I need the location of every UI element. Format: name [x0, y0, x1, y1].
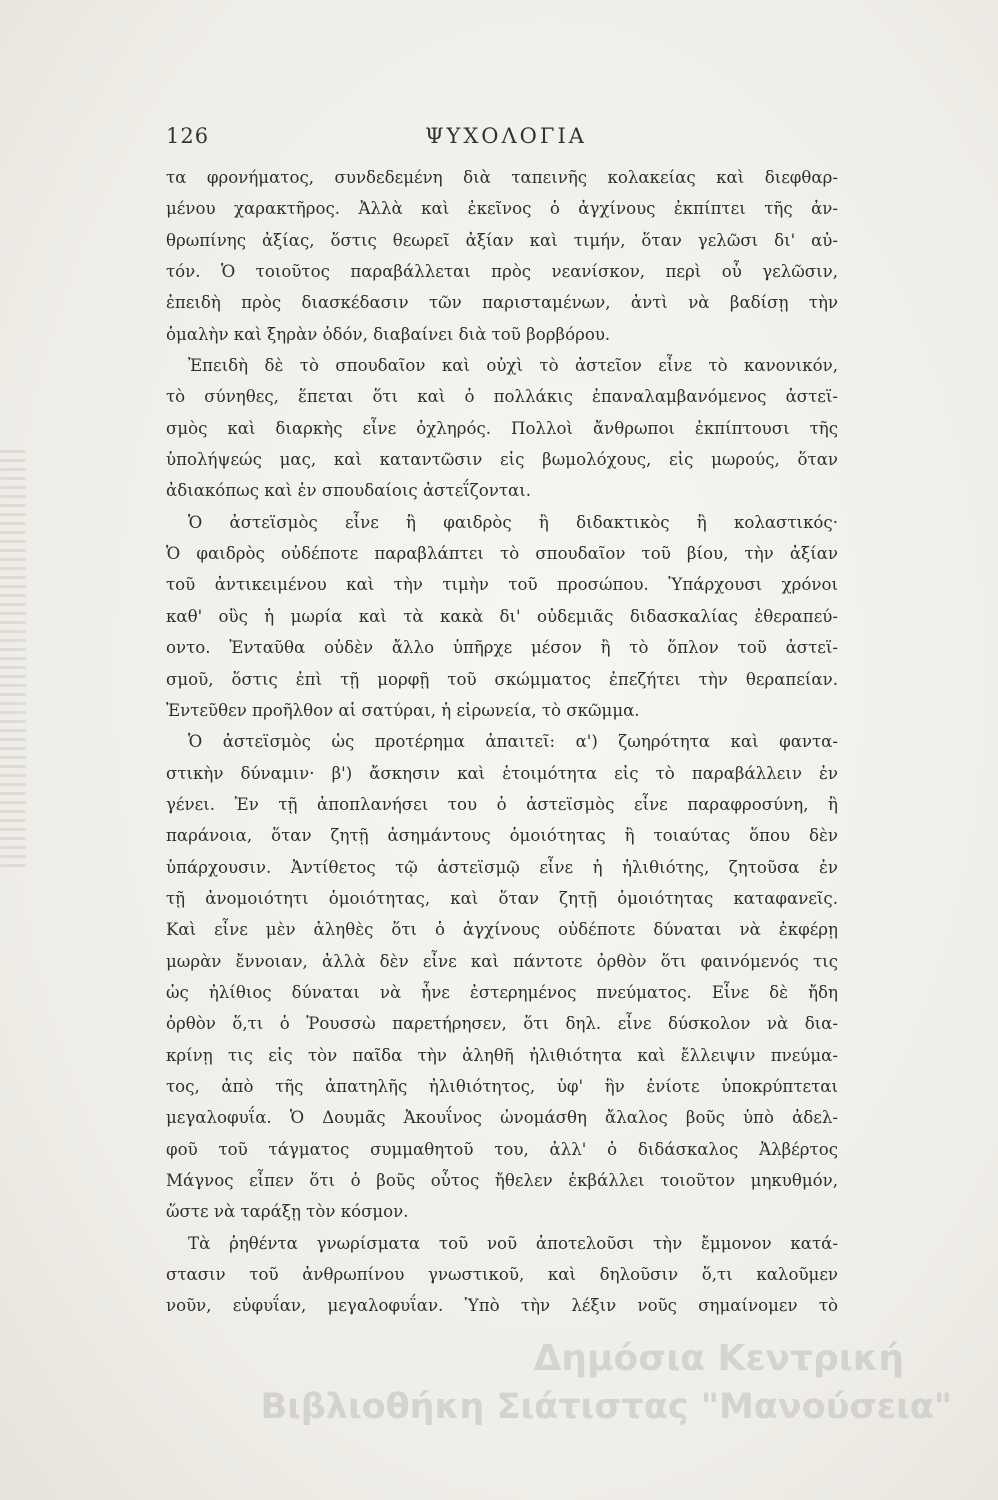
text-line: ὥστε νὰ ταράξῃ τὸν κόσμον.: [166, 1202, 409, 1222]
page-header: [166, 124, 846, 154]
text-line: μωρὰν ἔννοιαν, ἀλλὰ δὲν εἶνε καὶ πάντοτε ὀρθὸν ὅτι φαινόμενός τις: [166, 951, 838, 971]
text-line: Ὁ φαιδρὸς οὐδέποτε παραβλάπτει τὸ σπουδαῖον τοῦ βίου, τὴν ἀξίαν: [166, 544, 838, 564]
text-line: κρίνῃ τις εἰς τὸν παῖδα τὴν ἀληθῆ ἠλιθιότητα καὶ ἔλλειψιν πνεύμα-: [166, 1045, 838, 1065]
text-line: σμοῦ, ὅστις ἐπὶ τῇ μορφῇ τοῦ σκώμματος ἐπεζήτει τὴν θεραπείαν.: [166, 669, 838, 689]
library-watermark: [192, 1335, 952, 1431]
text-line: οντο. Ἐνταῦθα οὐδὲν ἄλλο ὑπῆρχε μέσον ἢ τὸ ὅπλον τοῦ ἀστεϊ-: [166, 638, 838, 658]
text-line: μεγαλοφυΐα. Ὁ Δουμᾶς Ἀκουΐνος ὠνομάσθη ἄλαλος βοῦς ὑπὸ ἀδελ-: [166, 1108, 838, 1128]
text-line: σμὸς καὶ διαρκὴς εἶνε ὀχληρός. Πολλοὶ ἄνθρωποι ἐκπίπτουσι τῆς: [166, 418, 838, 438]
text-line: γένει. Ἐν τῇ ἀποπλανήσει του ὁ ἀστεϊσμὸς εἶνε παραφροσύνη, ἢ: [166, 794, 838, 814]
text-line: Ἐπειδὴ δὲ τὸ σπουδαῖον καὶ οὐχὶ τὸ ἀστεῖον εἶνε τὸ κανονικόν,: [188, 356, 838, 376]
text-line: φοῦ τοῦ τάγματος συμμαθητοῦ του, ἀλλ' ὁ διδάσκαλος Ἀλβέρτος: [166, 1139, 838, 1159]
text-line: Μάγνος εἶπεν ὅτι ὁ βοῦς οὗτος ἤθελεν ἐκβάλλει τοιοῦτον μηκυθμόν,: [166, 1171, 838, 1190]
text-line: καθ' οὓς ἡ μωρία καὶ τὰ κακὰ δι' οὐδεμιᾶς διδασκαλίας ἐθεραπεύ-: [166, 606, 838, 626]
text-line: παράνοια, ὅταν ζητῇ ἀσημάντους ὁμοιότητας ἢ τοιαύτας ὅπου δὲν: [166, 826, 838, 846]
text-line: Ὁ ἀστεϊσμὸς ὡς προτέρημα ἀπαιτεῖ: α') ζωηρότητα καὶ φαντα-: [188, 732, 838, 752]
text-line: ὑπολήψεώς μας, καὶ καταντῶσιν εἰς βωμολόχους, εἰς μωρούς, ὅταν: [166, 450, 838, 470]
text-line: θρωπίνης ἀξίας, ὅστις θεωρεῖ ἀξίαν καὶ τιμήν, ὅταν γελῶσι δι' αὐ-: [166, 230, 838, 250]
text-line: ὁμαλὴν καὶ ξηρὰν ὁδόν, διαβαίνει διὰ τοῦ βορβόρου.: [166, 324, 611, 344]
text-line: ὑπάρχουσιν. Ἀντίθετος τῷ ἀστεϊσμῷ εἶνε ἡ ἠλιθιότης, ζητοῦσα ἐν: [166, 857, 838, 877]
text-line: τὸ σύνηθες, ἕπεται ὅτι καὶ ὁ πολλάκις ἐπαναλαμβανόμενος ἀστεϊ-: [166, 387, 838, 407]
running-title: ΨΥΧΟΛΟΓΙΑ: [425, 124, 587, 148]
watermark-line-2: Βιβλιοθήκη Σιάτιστας "Μανούσεια": [260, 1387, 952, 1427]
text-line: ἀδιακόπως καὶ ἐν σπουδαίοις ἀστεΐζονται.: [166, 481, 532, 501]
text-line: τα φρονήματος, συνδεδεμένη διὰ ταπεινῆς κολακείας καὶ διεφθαρ-: [166, 168, 838, 187]
text-line: Ὁ ἀστεϊσμὸς εἶνε ἢ φαιδρὸς ἢ διδακτικὸς ἢ κολαστικός·: [188, 512, 838, 532]
text-line: Ἐντεῦθεν προῆλθον αἱ σατύραι, ἡ εἰρωνεία, τὸ σκῶμμα.: [166, 700, 640, 720]
text-line: τοῦ ἀντικειμένου καὶ τὴν τιμὴν τοῦ προσώπου. Ὑπάρχουσι χρόνοι: [166, 575, 838, 595]
body-text: [166, 162, 838, 1322]
text-line: ὡς ἠλίθιος δύναται νὰ ἦνε ἐστερημένος πνεύματος. Εἶνε δὲ ἤδη: [166, 982, 838, 1002]
text-line: Τὰ ῥηθέντα γνωρίσματα τοῦ νοῦ ἀποτελοῦσι τὴν ἔμμονον κατά-: [188, 1233, 838, 1253]
text-line: στικὴν δύναμιν· β') ἄσκησιν καὶ ἑτοιμότητα εἰς τὸ παραβάλλειν ἐν: [166, 763, 838, 783]
text-line: τόν. Ὁ τοιοῦτος παραβάλλεται πρὸς νεανίσκον, περὶ οὗ γελῶσιν,: [166, 262, 838, 282]
text-line: τος, ἀπὸ τῆς ἀπατηλῆς ἠλιθιότητος, ὑφ' ἣν ἐνίοτε ὑποκρύπτεται: [166, 1076, 838, 1096]
text-line: τῇ ἀνομοιότητι ὁμοιότητας, καὶ ὅταν ζητῇ ὁμοιότητας καταφανεῖς.: [166, 888, 838, 908]
text-line: μένου χαρακτῆρος. Ἀλλὰ καὶ ἐκεῖνος ὁ ἀγχίνους ἐκπίπτει τῆς ἀν-: [166, 199, 838, 219]
page-number: 126: [166, 124, 210, 148]
watermark-line-1: Δημόσια Κεντρική: [533, 1338, 904, 1379]
text-line: στασιν τοῦ ἀνθρωπίνου γνωστικοῦ, καὶ δηλοῦσιν ὅ,τι καλοῦμεν: [166, 1265, 838, 1285]
binding-edge-shadow: [0, 450, 26, 870]
text-line: ὀρθὸν ὅ,τι ὁ Ῥουσσὼ παρετήρησεν, ὅτι δηλ. εἶνε δύσκολον νὰ δια-: [166, 1014, 838, 1034]
text-line: Καὶ εἶνε μὲν ἀληθὲς ὅτι ὁ ἀγχίνους οὐδέποτε δύναται νὰ ἐκφέρῃ: [166, 920, 838, 940]
text-line: νοῦν, εὐφυΐαν, μεγαλοφυΐαν. Ὑπὸ τὴν λέξιν νοῦς σημαίνομεν τὸ: [166, 1296, 838, 1316]
text-line: ἐπειδὴ πρὸς διασκέδασιν τῶν παρισταμένων, ἀντὶ νὰ βαδίσῃ τὴν: [166, 293, 838, 313]
